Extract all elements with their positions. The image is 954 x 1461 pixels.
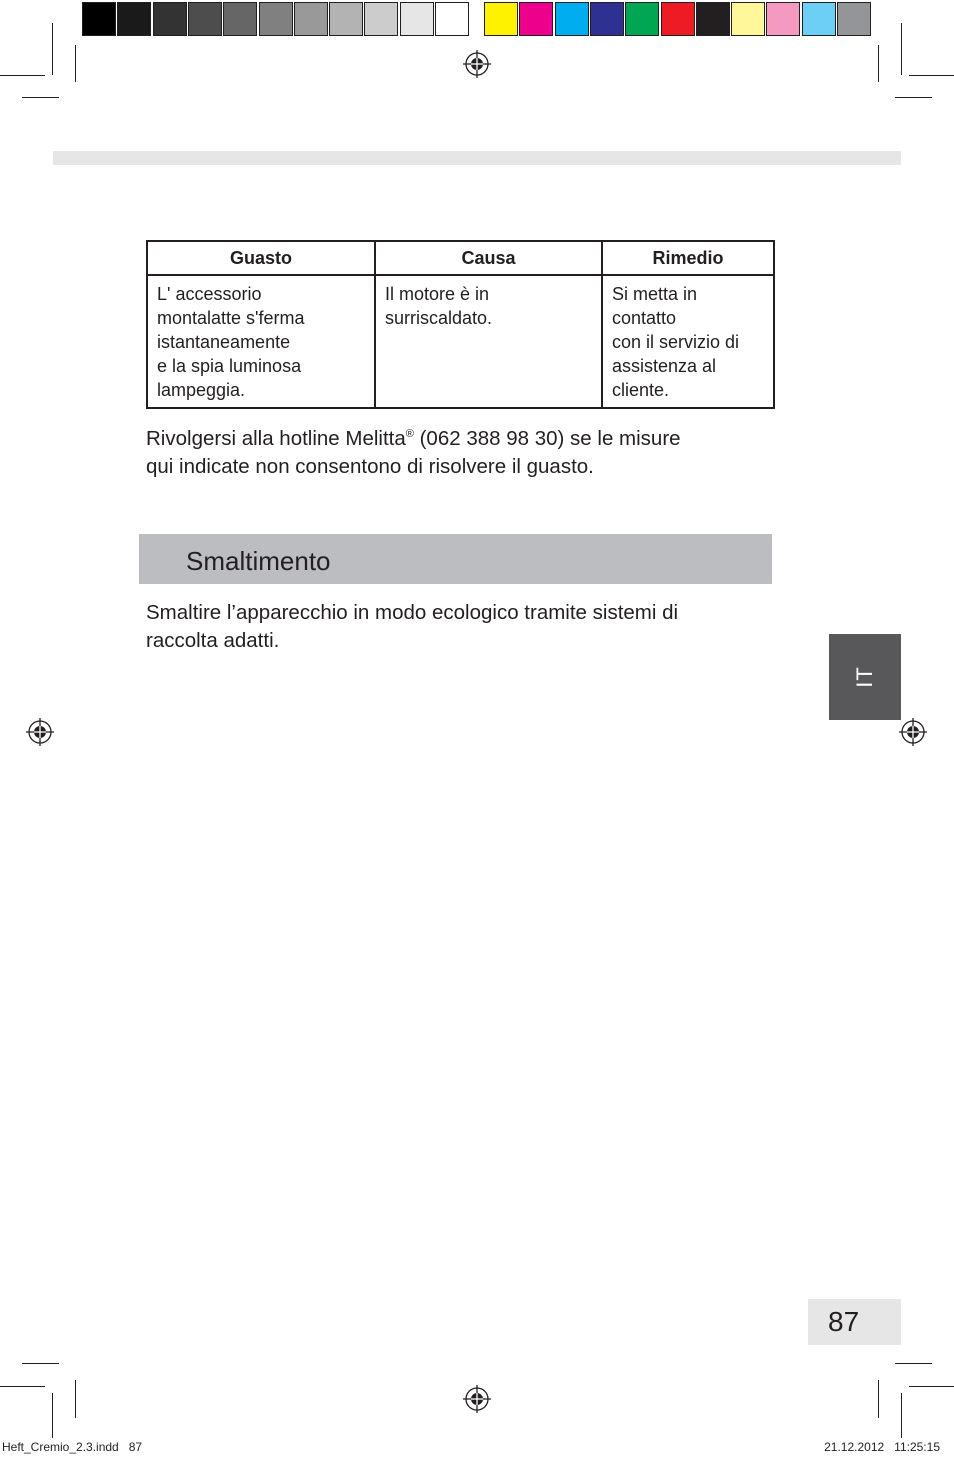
column-header-causa: Causa xyxy=(375,241,602,275)
crop-mark xyxy=(878,1380,879,1418)
crop-mark xyxy=(75,45,76,82)
color-swatch xyxy=(519,2,553,36)
crop-mark xyxy=(895,1363,932,1364)
hotline-line-2: qui indicate non consentono di risolvere il guasto. xyxy=(146,455,594,478)
cell-guasto xyxy=(147,275,375,408)
color-swatch xyxy=(625,2,659,36)
cell-line: con il servizio di xyxy=(612,332,740,352)
language-tab xyxy=(829,634,901,720)
troubleshooting-table xyxy=(146,240,775,409)
disposal-line-1: Smaltire l’apparecchio in modo ecologico tramite sistemi di xyxy=(146,601,679,624)
color-swatch xyxy=(696,2,730,36)
hotline-paragraph xyxy=(146,425,766,481)
column-header-rimedio: Rimedio xyxy=(602,241,774,275)
header-band xyxy=(53,151,901,165)
cell-line: L' accessorio xyxy=(157,284,262,304)
hotline-text: Rivolgersi alla hotline Melitta xyxy=(146,427,406,450)
disposal-paragraph xyxy=(146,599,766,655)
crop-mark xyxy=(75,1380,76,1418)
crop-mark xyxy=(0,75,45,76)
crop-mark xyxy=(0,1386,45,1387)
color-swatch xyxy=(661,2,695,36)
crop-mark xyxy=(52,23,53,75)
cell-causa xyxy=(375,275,602,408)
gray-swatch xyxy=(294,2,328,36)
crop-mark xyxy=(901,1393,902,1438)
color-swatch xyxy=(837,2,871,36)
cell-line: assistenza al cliente. xyxy=(612,356,717,400)
cell-line: surriscaldato. xyxy=(385,308,493,328)
gray-swatch xyxy=(223,2,257,36)
color-swatch xyxy=(802,2,836,36)
gray-swatch xyxy=(82,2,116,36)
slug-filename: Heft_Cremio_2.3.indd 87 xyxy=(2,1440,143,1454)
registration-mark-icon xyxy=(899,718,927,746)
table-header-row xyxy=(147,241,774,275)
section-title: Smaltimento xyxy=(186,546,331,576)
cell-rimedio xyxy=(602,275,774,408)
color-swatch xyxy=(555,2,589,36)
gray-swatch xyxy=(435,2,469,36)
color-swatch xyxy=(484,2,518,36)
crop-mark xyxy=(909,75,954,76)
hotline-number-text: (062 388 98 30) se le misure xyxy=(413,427,681,450)
crop-mark xyxy=(52,1393,53,1438)
cell-line: e la spia luminosa xyxy=(157,356,302,376)
registration-mark-icon xyxy=(463,50,491,78)
registration-mark-icon xyxy=(26,718,54,746)
language-code: IT xyxy=(852,666,877,688)
cell-line: Si metta in contatto xyxy=(612,284,698,328)
page-number: 87 xyxy=(828,1306,860,1337)
crop-mark xyxy=(895,97,932,98)
crop-mark xyxy=(22,97,59,98)
gray-swatch xyxy=(117,2,151,36)
color-swatch xyxy=(766,2,800,36)
gray-swatch xyxy=(188,2,222,36)
table-row xyxy=(147,275,774,408)
color-swatch xyxy=(731,2,765,36)
cell-line: istantaneamente xyxy=(157,332,291,352)
gray-swatch xyxy=(400,2,434,36)
page-number-box xyxy=(808,1299,901,1345)
slug-datetime: 21.12.2012 11:25:15 xyxy=(824,1440,940,1454)
color-swatch xyxy=(590,2,624,36)
gray-swatch xyxy=(364,2,398,36)
crop-mark xyxy=(909,1386,954,1387)
gray-swatch xyxy=(259,2,293,36)
registration-mark-icon xyxy=(463,1385,491,1413)
column-header-guasto: Guasto xyxy=(147,241,375,275)
cell-line: montalatte s'ferma xyxy=(157,308,305,328)
crop-mark xyxy=(901,23,902,75)
registered-mark: ® xyxy=(405,428,414,440)
crop-mark xyxy=(22,1363,59,1364)
cell-line: lampeggia. xyxy=(157,380,246,400)
hotline-line-1 xyxy=(146,425,766,453)
gray-swatch xyxy=(329,2,363,36)
crop-mark xyxy=(878,45,879,82)
gray-swatch xyxy=(153,2,187,36)
disposal-line-2: raccolta adatti. xyxy=(146,629,280,652)
cell-line: Il motore è in xyxy=(385,284,490,304)
